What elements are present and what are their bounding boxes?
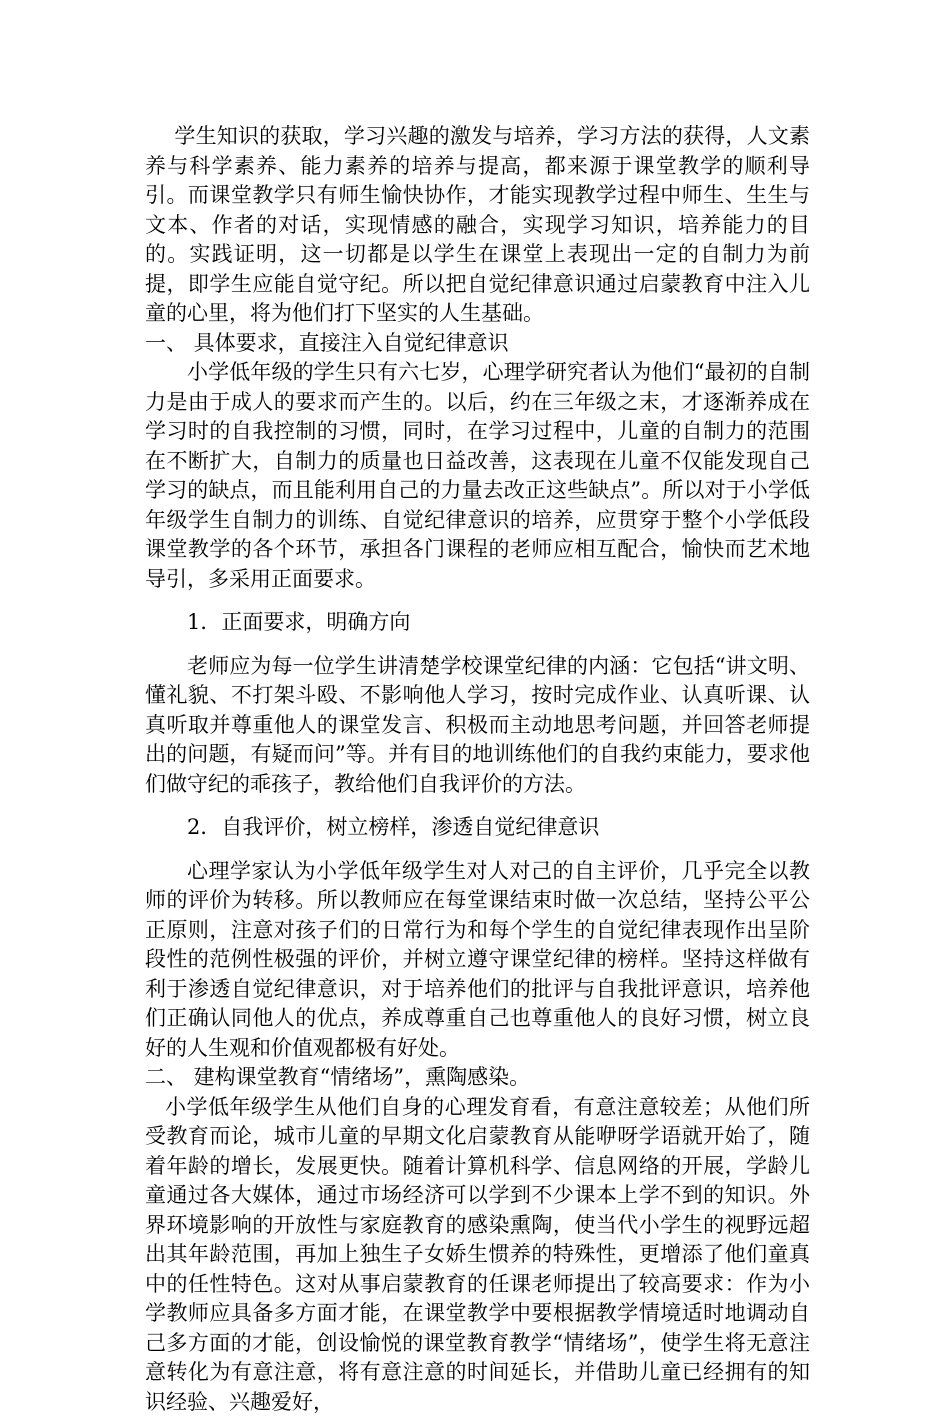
section-1-paragraph: 小学低年级的学生只有六七岁，心理学研究者认为他们“最初的自制力是由于成人的要求而产生的。以后，约在三年级之末，才逐渐养成在学习时的自我控制的习惯，同时，在学习过程中，儿童的自制力的范围在不断扩大，自制力的质量也日益改善，这表现在儿童不仅能发现自己学习的缺点，而且能利用自己的力量去改正这些缺点”。所以对于小学低年级学生自制力的训练、自觉纪律意识的培养，应贯穿于整个小学低段课堂教学的各个环节，承担各门课程的老师应相互配合，愉快而艺术地导引，多采用正面要求。	[145, 358, 810, 594]
intro-paragraph: 学生知识的获取，学习兴趣的激发与培养，学习方法的获得，人文素养与科学素养、能力素养的培养与提高，都来源于课堂教学的顺利导引。而课堂教学只有师生愉快协作，才能实现教学过程中师生、生生与文本、作者的对话，实现情感的融合，实现学习知识，培养能力的目的。实践证明，这一切都是以学生在课堂上表现出一定的自制力为前提，即学生应能自觉守纪。所以把自觉纪律意识通过启蒙教育中注入儿童的心里，将为他们打下坚实的人生基础。	[145, 122, 810, 329]
section-heading-1: 一、 具体要求，直接注入自觉纪律意识	[145, 329, 810, 359]
section-2-paragraph: 小学低年级学生从他们自身的心理发育看，有意注意较差；从他们所受教育而论，城市儿童的早期文化启蒙教育从能咿呀学语就开始了，随着年龄的增长，发展更快。随着计算机科学、信息网络的开展，学龄儿童通过各大媒体，通过市场经济可以学到不少课本上学不到的知识。外界环境影响的开放性与家庭教育的感染熏陶，使当代小学生的视野远超出其年龄范围，再加上独生子女娇生惯养的特殊性，更增添了他们童真中的任性特色。这对从事启蒙教育的任课老师提出了较高要求：作为小学教师应具备多方面才能，在课堂教学中要根据教学情境适时地调动自己多方面的才能，创设愉悦的课堂教育教学“情绪场”，使学生将无意注意转化为有意注意，将有意注意的时间延长，并借助儿童已经拥有的知识经验、兴趣爱好，	[145, 1093, 810, 1417]
subsection-heading-1: 1．正面要求，明确方向	[145, 608, 810, 638]
document-page	[145, 122, 810, 1417]
section-heading-2: 二、 建构课堂教育“情绪场”，熏陶感染。	[145, 1063, 810, 1093]
subsection-heading-2: 2．自我评价，树立榜样，渗透自觉纪律意识	[145, 813, 810, 843]
subsection-2-paragraph: 心理学家认为小学低年级学生对人对己的自主评价，几乎完全以教师的评价为转移。所以教师应在每堂课结束时做一次总结，坚持公平公正原则，注意对孩子们的日常行为和每个学生的自觉纪律表现作出呈阶段性的范例性极强的评价，并树立遵守课堂纪律的榜样。坚持这样做有利于渗透自觉纪律意识，对于培养他们的批评与自我批评意识，培养他们正确认同他人的优点，养成尊重自己也尊重他人的良好习惯，树立良好的人生观和价值观都极有好处。	[145, 857, 810, 1064]
subsection-1-paragraph: 老师应为每一位学生讲清楚学校课堂纪律的内涵：它包括“讲文明、懂礼貌、不打架斗殴、不影响他人学习，按时完成作业、认真听课、认真听取并尊重他人的课堂发言、积极而主动地思考问题，并回答老师提出的问题，有疑而问”等。并有目的地训练他们的自我约束能力，要求他们做守纪的乖孩子，教给他们自我评价的方法。	[145, 652, 810, 800]
